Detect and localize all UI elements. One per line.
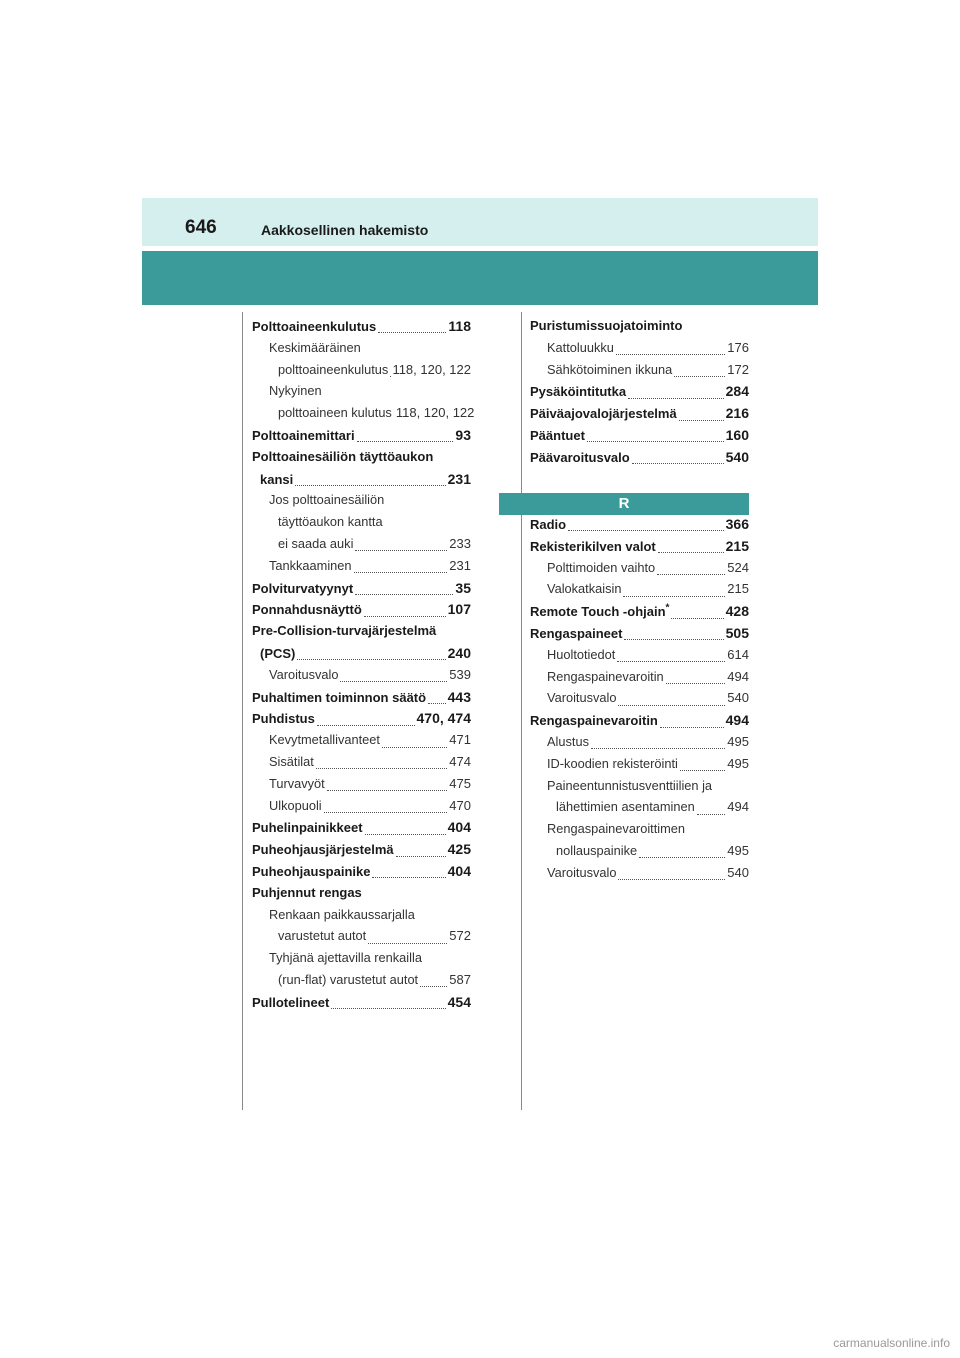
index-entry-label: Ponnahdusnäyttö <box>252 602 362 618</box>
leader-dots <box>382 747 447 748</box>
index-entry-page: 233 <box>449 535 471 551</box>
leader-dots <box>617 661 725 662</box>
index-entry <box>252 928 471 950</box>
index-entry-page: 494 <box>727 799 749 815</box>
index-entry-label: Huoltotiedot <box>547 646 616 662</box>
leader-dots <box>316 768 447 769</box>
index-entry-label: Tyhjänä ajettavilla renkailla <box>269 950 422 966</box>
index-entry-label: Pääntuet <box>530 427 585 443</box>
index-column-right-bottom <box>530 516 749 887</box>
index-entry <box>252 601 471 623</box>
index-entry-page: 404 <box>447 862 471 879</box>
index-entry-label: Tankkaaminen <box>269 557 352 573</box>
leader-dots <box>628 398 724 399</box>
leader-dots <box>568 530 724 531</box>
index-entry-label: Nykyinen <box>269 383 322 399</box>
index-entry-label: Rengaspaineet <box>530 625 623 641</box>
index-entry-label: Polttoaineenkulutus <box>252 319 377 334</box>
column-rule-right <box>521 312 522 1110</box>
index-entry <box>530 427 749 449</box>
leader-dots <box>632 463 724 464</box>
index-entry <box>252 514 471 536</box>
index-entry <box>252 819 471 841</box>
index-entry-page: 215 <box>725 537 749 554</box>
index-entry-label: Sähkötoiminen ikkuna <box>547 361 673 377</box>
index-entry-page: 118, 120, 122 <box>392 361 471 377</box>
leader-dots <box>428 703 446 704</box>
index-entry-page: 443 <box>447 688 471 705</box>
index-entry-page: 470, 474 <box>416 710 471 727</box>
page-title: Aakkosellinen hakemisto <box>261 222 429 238</box>
index-entry-label: Valokatkaisin <box>547 581 622 597</box>
index-entry-page: 471 <box>449 732 471 748</box>
index-entry <box>252 994 471 1016</box>
index-entry <box>530 603 749 625</box>
leader-dots <box>657 574 725 575</box>
footnote-mark: * <box>665 602 670 614</box>
leader-dots <box>658 552 724 553</box>
index-entry-label: Sisätilat <box>269 753 314 769</box>
index-entry <box>252 383 471 405</box>
index-entry-page: 495 <box>727 755 749 771</box>
index-entry <box>252 623 471 645</box>
index-entry-label: kansi <box>260 471 294 487</box>
index-entry-label: polttoaineenkulutus <box>278 361 389 377</box>
index-entry-label: Päävaroitusvalo <box>530 449 630 465</box>
index-entry-label: Pullotelineet <box>252 994 330 1010</box>
index-entry <box>530 405 749 427</box>
header-bar <box>142 198 818 246</box>
index-entry-label: Polttoainemittari <box>252 427 355 443</box>
index-entry <box>530 516 749 538</box>
index-entry <box>530 669 749 691</box>
index-entry <box>530 647 749 669</box>
index-entry <box>530 340 749 362</box>
index-entry-label: Polviturvatyynyt <box>252 580 354 596</box>
index-entry-label: Varoitusvalo <box>547 690 617 706</box>
index-entry <box>252 710 471 732</box>
index-entry-page: 404 <box>447 819 471 836</box>
index-entry-label: Alustus <box>547 733 589 749</box>
index-entry-page: 474 <box>449 753 471 769</box>
index-entry <box>252 449 471 471</box>
index-column-left <box>252 318 475 1016</box>
index-entry-page: 366 <box>725 516 749 532</box>
index-entry-page: 160 <box>725 426 749 443</box>
index-entry-label: Keskimääräinen <box>269 339 361 355</box>
leader-dots <box>680 770 725 771</box>
index-entry <box>252 950 471 972</box>
index-entry <box>530 756 749 778</box>
index-entry <box>530 799 749 821</box>
leader-dots <box>420 986 447 987</box>
index-entry <box>252 689 471 711</box>
index-entry <box>252 362 471 384</box>
index-entry-label: polttoaineen kulutus <box>278 405 392 421</box>
index-entry-label: (run-flat) varustetut autot <box>278 971 419 987</box>
index-entry <box>252 536 471 558</box>
leader-dots <box>355 594 453 595</box>
index-entry-page: 176 <box>727 339 749 355</box>
index-entry <box>252 558 471 580</box>
index-entry-page: 540 <box>727 690 749 706</box>
index-entry-page: 240 <box>447 644 471 661</box>
index-entry-label: nollauspainike <box>556 842 638 858</box>
index-entry-label: ei saada auki <box>278 535 354 551</box>
index-entry-label: Pysäköintitutka <box>530 384 627 400</box>
section-letter-heading: R <box>499 493 749 515</box>
index-entry <box>530 362 749 384</box>
leader-dots <box>616 354 725 355</box>
leader-dots <box>660 727 724 728</box>
index-entry <box>530 538 749 560</box>
index-entry-label: Puhelinpainikkeet <box>252 820 363 836</box>
index-entry-page: 118, 120, 122 <box>395 405 475 421</box>
index-entry-label: Rengaspainevaroittimen <box>547 821 686 837</box>
index-entry-label: Pre-Collision-turvajärjestelmä <box>252 623 437 639</box>
index-entry <box>252 885 471 907</box>
index-entry <box>530 690 749 712</box>
index-entry-page: 231 <box>447 470 471 487</box>
index-entry-page: 494 <box>727 668 749 684</box>
index-entry-page: 107 <box>447 601 471 618</box>
index-entry-page: 172 <box>727 361 749 377</box>
leader-dots <box>364 616 446 617</box>
index-entry <box>530 712 749 734</box>
index-entry <box>252 340 471 362</box>
leader-dots <box>671 618 723 619</box>
index-entry <box>530 734 749 756</box>
leader-dots <box>365 834 446 835</box>
index-entry <box>530 449 749 471</box>
index-entry-label: Turvavyöt <box>269 775 325 791</box>
index-entry <box>252 427 471 449</box>
index-entry-label: Remote Touch -ohjain* <box>530 602 670 620</box>
index-entry-label: varustetut autot <box>278 928 367 944</box>
leader-dots <box>357 441 454 442</box>
index-entry-label: (PCS) <box>260 645 296 661</box>
index-entry-page: 587 <box>449 971 471 987</box>
index-entry-label: Puhjennut rengas <box>252 884 362 900</box>
index-entry <box>252 580 471 602</box>
index-entry-page: 505 <box>725 624 749 641</box>
index-entry-label: Varoitusvalo <box>269 666 339 682</box>
index-entry-page: 540 <box>727 864 749 880</box>
index-entry-label: Renkaan paikkaussarjalla <box>269 906 415 922</box>
index-entry <box>530 625 749 647</box>
index-entry-page: 428 <box>725 603 749 620</box>
header-band <box>142 251 818 305</box>
index-entry-page: 475 <box>449 775 471 791</box>
index-entry <box>252 863 471 885</box>
index-entry <box>530 843 749 865</box>
leader-dots <box>679 420 724 421</box>
leader-dots <box>297 659 445 660</box>
index-entry-label: Polttoainesäiliön täyttöaukon <box>252 448 434 464</box>
index-entry-label: Kevytmetallivanteet <box>269 732 380 748</box>
index-entry-page: 495 <box>727 842 749 858</box>
index-entry-page: 454 <box>447 993 471 1010</box>
index-entry-page: 118 <box>448 318 471 334</box>
index-entry-label: täyttöaukon kantta <box>278 514 383 530</box>
index-entry-label: Radio <box>530 517 567 532</box>
index-entry <box>252 754 471 776</box>
index-entry-label: Puheohjauspainike <box>252 863 371 879</box>
index-entry-label: Rengaspainevaroitin <box>547 668 664 684</box>
index-entry-page: 284 <box>725 383 749 400</box>
index-entry-label: Rengaspainevaroitin <box>530 713 658 729</box>
leader-dots <box>674 376 725 377</box>
index-entry-label: Varoitusvalo <box>547 864 617 880</box>
index-entry <box>252 471 471 493</box>
leader-dots <box>317 725 415 726</box>
leader-dots <box>354 572 448 573</box>
index-entry-page: 231 <box>449 557 471 573</box>
index-entry-page: 93 <box>455 426 471 443</box>
leader-dots <box>639 857 725 858</box>
index-entry <box>530 318 749 340</box>
index-entry-label: Puhaltimen toiminnon säätö <box>252 689 427 705</box>
index-entry-label: Rekisterikilven valot <box>530 538 656 554</box>
index-entry <box>252 972 471 994</box>
leader-dots <box>355 550 447 551</box>
index-entry-label: ID-koodien rekisteröinti <box>547 755 678 771</box>
index-entry <box>530 821 749 843</box>
index-entry-label: Päiväajovalojärjestelmä <box>530 406 677 422</box>
leader-dots <box>666 683 726 684</box>
leader-dots <box>618 879 725 880</box>
index-entry <box>252 405 475 427</box>
index-entry-page: 539 <box>449 666 471 682</box>
index-column-right-top <box>530 318 749 471</box>
index-entry-label: Puristumissuojatoiminto <box>530 318 683 333</box>
leader-dots <box>295 485 445 486</box>
index-entry <box>530 778 749 800</box>
index-entry <box>530 560 749 582</box>
index-entry-page: 216 <box>725 405 749 422</box>
footer-watermark: carmanualsonline.info <box>833 1336 950 1350</box>
index-entry <box>252 841 471 863</box>
index-entry <box>252 907 471 929</box>
leader-dots <box>340 681 447 682</box>
index-entry <box>252 732 471 754</box>
leader-dots <box>372 877 445 878</box>
leader-dots <box>587 441 724 442</box>
index-entry <box>530 865 749 887</box>
leader-dots <box>378 332 446 333</box>
index-entry <box>252 776 471 798</box>
leader-dots <box>368 943 447 944</box>
index-entry-page: 35 <box>455 579 471 596</box>
leader-dots <box>324 812 448 813</box>
leader-dots <box>697 814 726 815</box>
index-entry-page: 215 <box>727 581 749 597</box>
leader-dots <box>623 596 725 597</box>
leader-dots <box>618 705 725 706</box>
index-entry <box>252 492 471 514</box>
page-number: 646 <box>185 217 217 238</box>
index-entry <box>252 645 471 667</box>
index-entry-label: Paineentunnistusventtiilien ja <box>547 777 713 793</box>
index-entry-page: 494 <box>725 712 749 729</box>
index-entry-label: Ulkopuoli <box>269 797 322 813</box>
index-entry <box>252 318 471 340</box>
index-entry-page: 470 <box>449 797 471 813</box>
leader-dots <box>591 748 725 749</box>
index-entry-page: 425 <box>447 841 471 858</box>
index-entry-page: 614 <box>727 646 749 662</box>
index-entry <box>530 581 749 603</box>
index-entry <box>252 798 471 820</box>
index-entry-label: Puhdistus <box>252 711 315 727</box>
index-entry-page: 524 <box>727 559 749 575</box>
leader-dots <box>331 1008 445 1009</box>
index-entry-page: 540 <box>725 448 749 465</box>
index-entry-label: Jos polttoainesäiliön <box>269 492 385 508</box>
index-entry-page: 572 <box>449 928 471 944</box>
index-entry-label: Kattoluukku <box>547 339 614 355</box>
leader-dots <box>624 639 723 640</box>
column-rule-left <box>242 312 243 1110</box>
leader-dots <box>327 790 448 791</box>
index-entry-label: lähettimien asentaminen <box>556 799 695 815</box>
index-entry-page: 495 <box>727 733 749 749</box>
leader-dots <box>396 856 446 857</box>
index-entry <box>530 383 749 405</box>
index-entry <box>252 667 471 689</box>
index-entry-label: Puheohjausjärjestelmä <box>252 842 394 858</box>
index-entry-label: Polttimoiden vaihto <box>547 559 656 575</box>
